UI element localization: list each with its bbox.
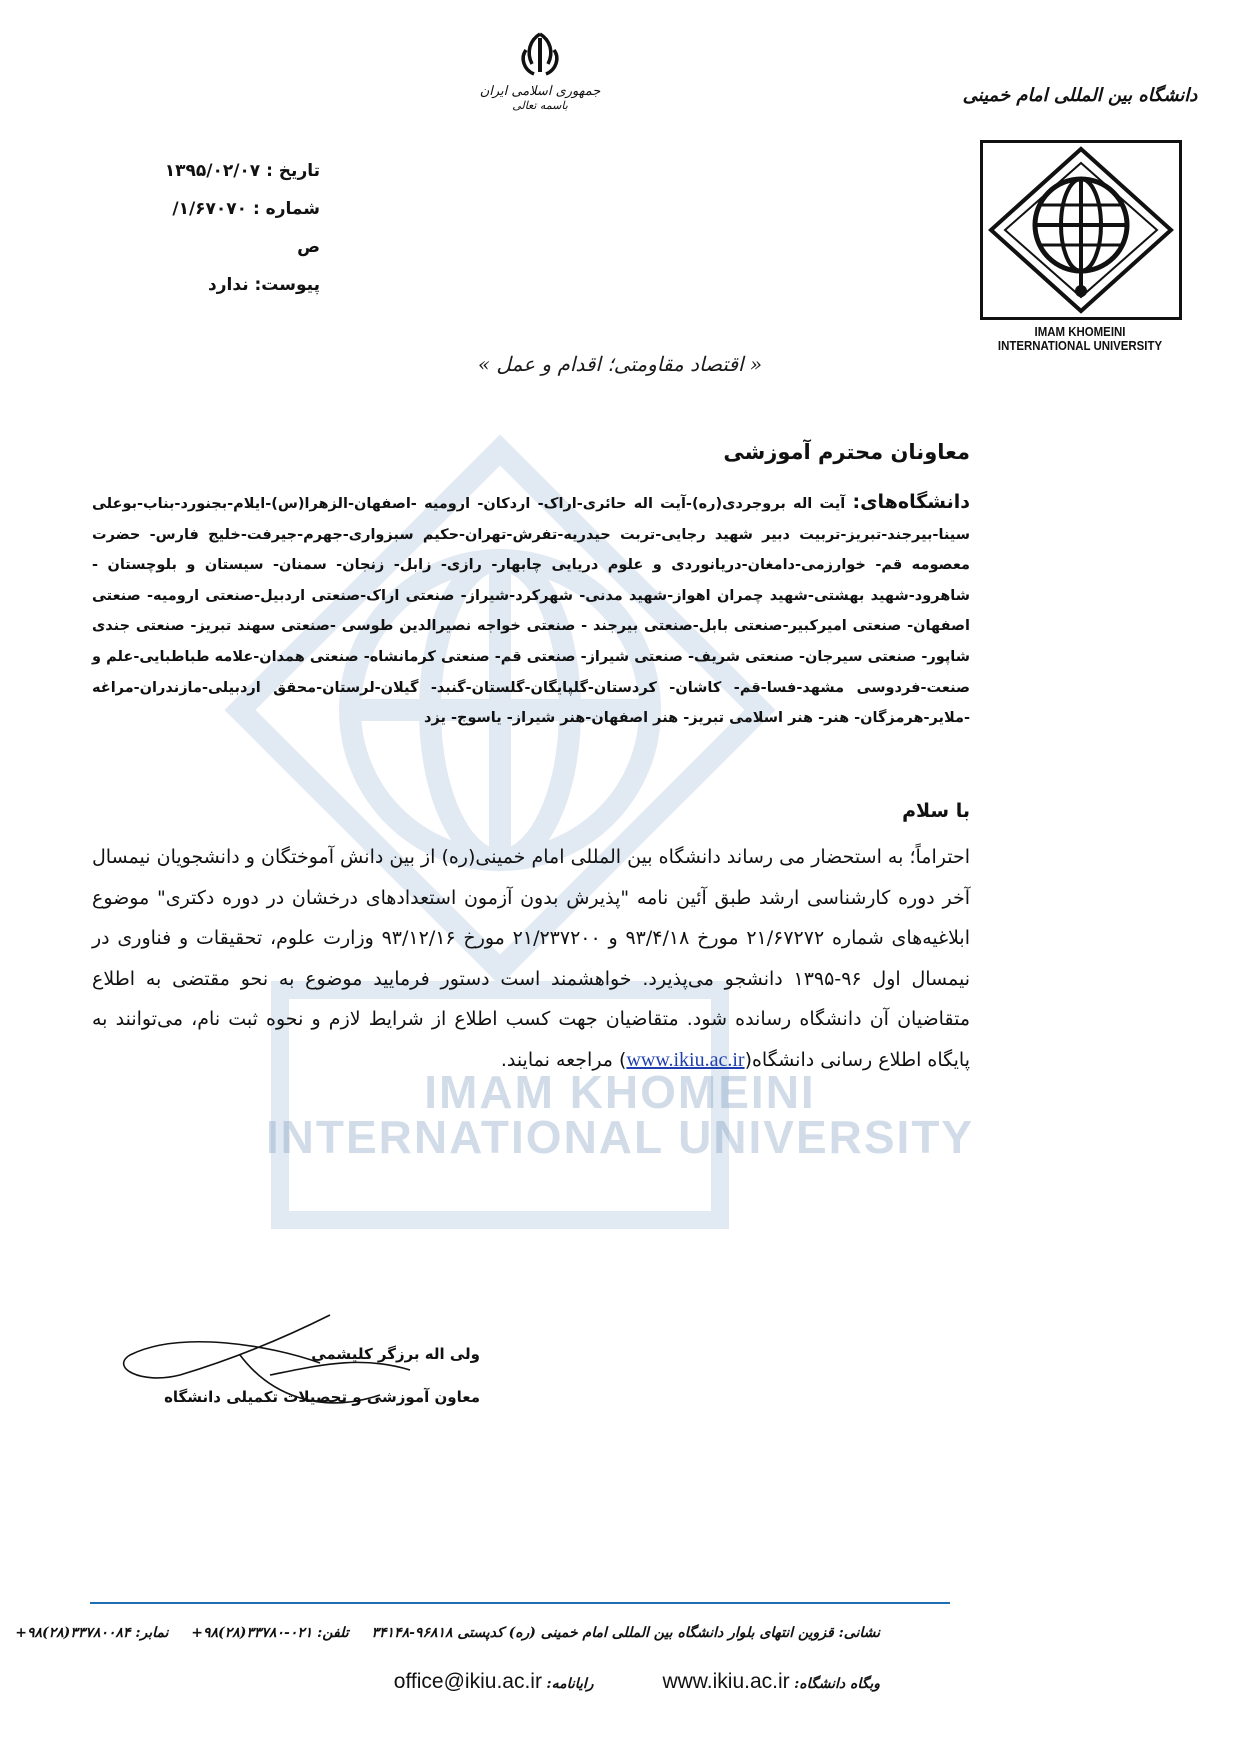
slogan: « اقتصاد مقاومتی؛ اقدام و عمل » (477, 352, 763, 376)
greeting: با سلام (902, 800, 970, 822)
emblem-caption: جمهوری اسلامی ایران (479, 84, 601, 99)
body-text: احتراماً؛ به استحضار می رساند دانشگاه بین المللی امام خمینی(ره) از بین دانش آموختگان و دانشجویان نیمسال آخر دوره کارشناسی ارشد طبق آئین نامه "پذیرش بدون آزمون استعدادهای درخشان در دوره دکتری" موضوع ابلاغیه‌های شماره ۲۱/۶۷۲۷۲ مورخ ۹۳/۴/۱۸ و ۲۱/۲۳۷۲۰۰ مورخ ۹۳/۱۲/۱۶ وزارت علوم، تحقیقات و فناوری در نیمسال اول ۹۶-۱۳۹۵ دانشجو می‌پذیرد. خواهشمند است دستور فرمایید موضوع به نحو مقتضی به اطلاع متقاضیان آن دانشگاه رسانده شود. متقاضیان جهت کسب اطلاع از شرایط لازم و نحوه ثبت نام، می‌توانند به پایگاه اطلاع رسانی دانشگاه( (92, 846, 971, 1071)
university-name-en-line2: INTERNATIONAL UNIVERSITY (997, 338, 1163, 353)
footer-rule (90, 1602, 950, 1604)
date-field: تاریخ : ۱۳۹۵/۰۲/۰۷ (164, 161, 320, 181)
universities-list (92, 487, 970, 734)
body-text-end: ) مراجعه نمایند. (500, 1048, 627, 1071)
university-name-en (974, 325, 1185, 353)
watermark-text-line1: IMAM KHOMEINI (424, 1066, 816, 1118)
footer-web (260, 1670, 880, 1694)
watermark-text-line2: INTERNATIONAL UNIVERSITY (265, 1111, 975, 1163)
footer-website-label: وبگاه دانشگاه: (794, 1676, 880, 1692)
footer-phone: تلفن: ۰۲۱-۳۳۷۸۰(۲۸)۹۸+ (191, 1625, 349, 1641)
emblem-subcaption: باسمه تعالی (512, 99, 568, 112)
universities-text: آیت اله بروجردی(ره)-آیت اله حائری-اراک- اردکان- ارومیه -اصفهان-الزهرا(س)-ایلام-بجنورد-بناب-بوعلی سینا-بیرجند-تبریز-تربیت دبیر شهید رجایی-تربت حیدریه-تفرش-تهران-حکیم سبزواری-جهرم-جیرفت-خلیج فارس- حضرت معصومه قم- خوارزمی-دامغان-دریانوردی و علوم دریایی چابهار- رازی- زابل- زنجان- سمنان- سیستان و بلوچستان - شاهرود-شهید بهشتی-شهید چمران اهواز-شهید مدنی- شهرکرد-شیراز- صنعتی اراک-صنعتی اردبیل-صنعتی ارومیه- صنعتی اصفهان- صنعتی امیرکبیر-صنعتی بابل-صنعتی بیرجند - صنعتی خواجه نصیرالدین طوسی -صنعتی سهند تبریز- صنعتی جندی شاپور- صنعتی سیرجان- صنعتی شریف- صنعتی شیراز- صنعتی قم- صنعتی کرمانشاه- صنعتی همدان-علامه طباطبایی-علم و صنعت-فردوسی مشهد-فسا-قم- کاشان- کردستان-گلپایگان-گلستان-گنبد- گیلان-لرستان-محقق اردبیلی-مازندران-مراغه -ملایر-هرمزگان- هنر- هنر اسلامی تبریز- هنر اصفهان-هنر شیراز- یاسوج- یزد (92, 496, 970, 727)
footer-address: نشانی: قزوین انتهای بلوار دانشگاه بین المللی امام خمینی (ره) کدپستی ۹۶۸۱۸-۳۴۱۴۸ (371, 1625, 880, 1641)
recipient: معاونان محترم آموزشی (723, 440, 970, 464)
footer-website[interactable]: www.ikiu.ac.ir (662, 1670, 790, 1693)
university-name-en-line1: IMAM KHOMEINI (1034, 324, 1126, 339)
signatory-name: ولی اله برزگر کلیشمی (311, 1345, 480, 1363)
letter-meta (150, 152, 320, 304)
university-logo (980, 140, 1182, 320)
university-website-link[interactable]: www.ikiu.ac.ir (626, 1048, 745, 1071)
footer-fax: نمابر: ۳۳۷۸۰۰۸۴(۲۸)۹۸+ (15, 1625, 169, 1641)
letter-body (92, 837, 970, 1080)
signatory-title: معاون آموزشی و تحصیلات تکمیلی دانشگاه (164, 1388, 480, 1406)
footer-email[interactable]: office@ikiu.ac.ir (393, 1670, 542, 1693)
universities-label: دانشگاه‌های: (852, 491, 970, 513)
iran-emblem-icon (518, 30, 562, 80)
globe-emblem-icon (983, 143, 1179, 317)
footer-contact (15, 1625, 880, 1641)
national-emblem (465, 30, 615, 112)
footer-email-label: رایانامه: (546, 1676, 594, 1692)
number-field: شماره : ۱/۶۷۰۷۰/ص (172, 199, 320, 257)
attachment-field: پیوست: ندارد (208, 275, 320, 295)
university-name-fa: دانشگاه بین المللی امام خمینی (962, 85, 1198, 106)
